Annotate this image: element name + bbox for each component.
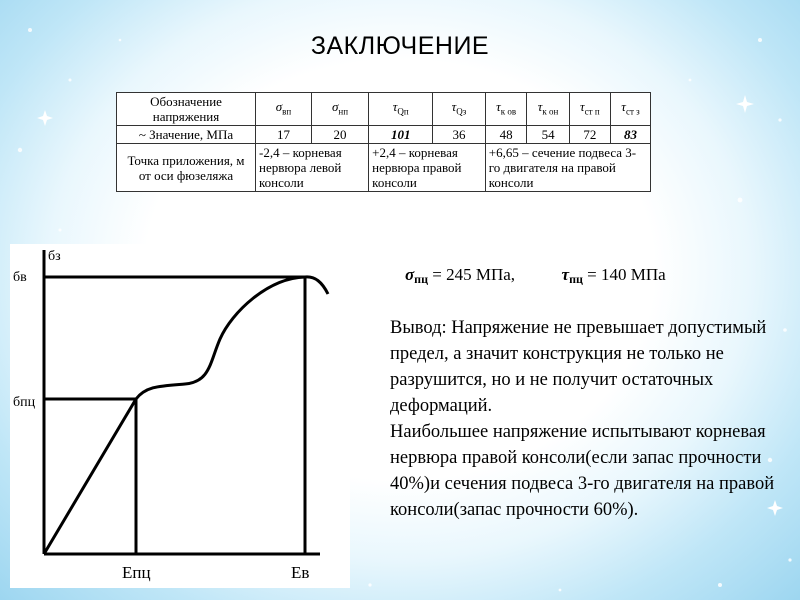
conclusion-text bbox=[390, 315, 775, 523]
location-label: Точка приложения, м от оси фюзеляжа bbox=[117, 144, 256, 192]
stress-table bbox=[116, 92, 651, 192]
limit-stress-formula bbox=[405, 265, 666, 287]
value-cell: 36 bbox=[433, 126, 486, 144]
values-label: ~ Значение, МПа bbox=[117, 126, 256, 144]
table-header-label: Обозначение напряжения bbox=[117, 93, 256, 126]
y-axis-label: бз bbox=[48, 249, 61, 264]
value-cell-highlight: 101 bbox=[369, 126, 433, 144]
symbol-cell: $\tau_{к он}$ bbox=[527, 93, 569, 126]
value-cell: 17 bbox=[256, 126, 312, 144]
value-cell: 48 bbox=[485, 126, 527, 144]
table-row bbox=[117, 126, 651, 144]
page-title: ЗАКЛЮЧЕНИЕ bbox=[310, 32, 490, 60]
x-tick-yield: Eпц bbox=[122, 563, 151, 582]
symbol-cell: $\tau_{ст п}$ bbox=[569, 93, 610, 126]
stress-strain-diagram bbox=[10, 244, 350, 588]
y-tick-ultimate: бв bbox=[13, 270, 27, 285]
symbol-cell: $\sigma_{вп}$ bbox=[256, 93, 312, 126]
table-row bbox=[117, 93, 651, 126]
location-cell: +2,4 – корневая нервюра правой консоли bbox=[369, 144, 486, 192]
sigma-symbol: σ bbox=[405, 265, 415, 284]
stress-strain-svg bbox=[10, 244, 350, 588]
value-cell: 72 bbox=[569, 126, 610, 144]
symbol-cell: $\tau_{к ов}$ bbox=[485, 93, 527, 126]
symbol-cell: $\tau_{Qп}$ bbox=[369, 93, 433, 126]
conclusion-paragraph: Вывод: Напряжение не превышает допустимый предел, а значит конструкция не только не разрушится, но и не получит остаточных деформаций. bbox=[390, 318, 767, 416]
symbol-cell: $\tau_{ст з}$ bbox=[610, 93, 650, 126]
x-tick-ultimate: Eв bbox=[291, 563, 310, 582]
tau-symbol: τ bbox=[561, 265, 570, 284]
conclusion-paragraph: Наибольшее напряжение испытывают корневая нервюра правой консоли(если запас прочности 40%)и сечения подвеса 3-го двигателя на правой консоли(запас прочности 60%). bbox=[390, 422, 775, 520]
location-cell: +6,65 – сечение подвеса 3-го двигателя на правой консоли bbox=[485, 144, 650, 192]
sigma-value: = 245 МПа, bbox=[432, 265, 516, 284]
y-tick-yield: бпц bbox=[13, 395, 36, 410]
value-cell-highlight: 83 bbox=[610, 126, 650, 144]
tau-subscript: пц bbox=[569, 272, 583, 286]
value-cell: 20 bbox=[311, 126, 368, 144]
table-row bbox=[117, 144, 651, 192]
symbol-cell: $\tau_{Qз}$ bbox=[433, 93, 486, 126]
value-cell: 54 bbox=[527, 126, 569, 144]
symbol-cell: $\sigma_{нп}$ bbox=[311, 93, 368, 126]
sigma-subscript: пц bbox=[414, 272, 428, 286]
location-cell: -2,4 – корневая нервюра левой консоли bbox=[256, 144, 369, 192]
stress-strain-curve bbox=[44, 277, 328, 554]
tau-value: = 140 МПа bbox=[587, 265, 666, 284]
